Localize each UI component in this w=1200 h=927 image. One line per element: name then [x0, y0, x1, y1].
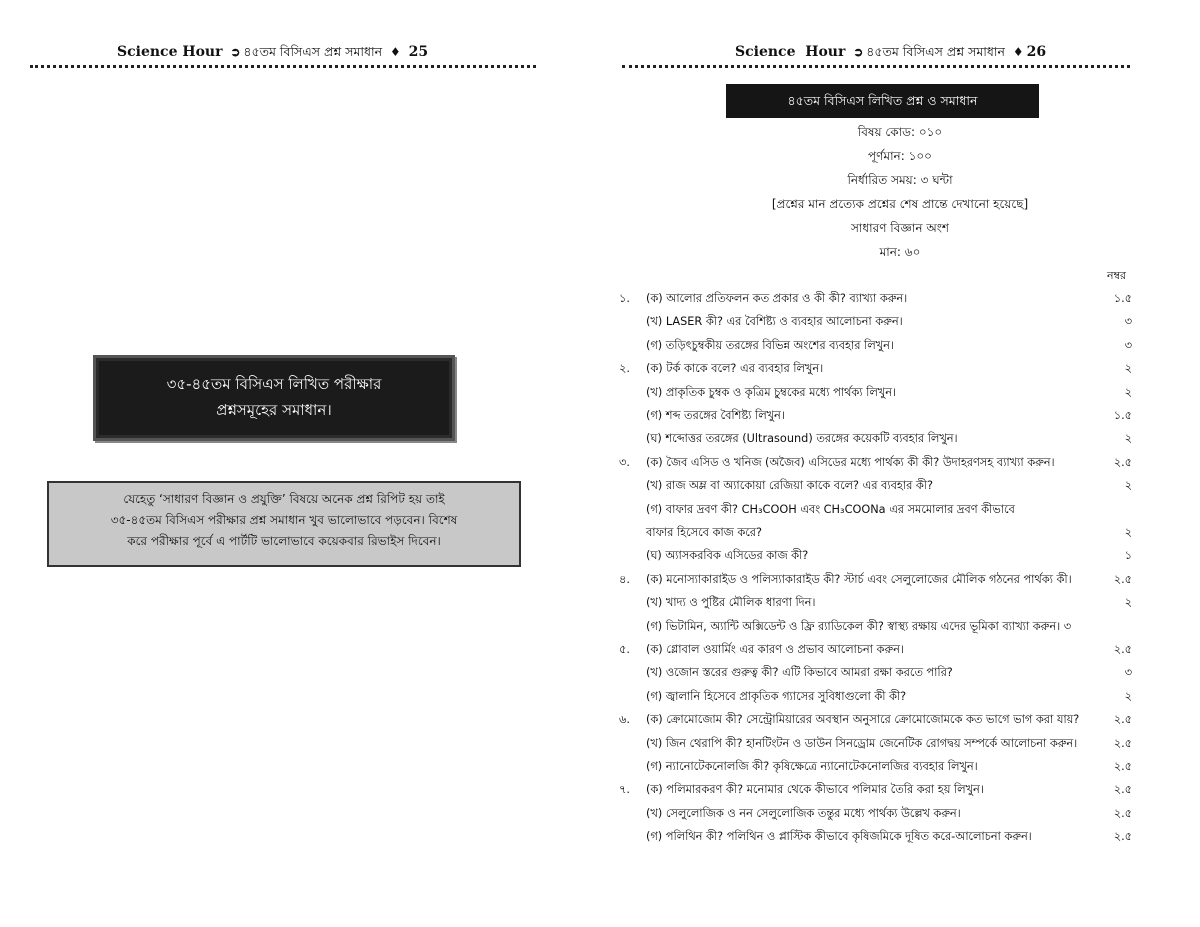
question-mark: ২.৫ [1113, 643, 1132, 656]
question-row [600, 735, 1200, 758]
question-text: (ক) ক্রোমোজোম কী? সেন্ট্রোমিয়ারের অবস্থান অনুসারে ক্রোমোজোমকে কত ভাগে ভাগ করা যায়? [646, 713, 1080, 727]
exam-title: ৪৫তম বিসিএস লিখিত প্রশ্ন ও সমাধান [726, 84, 1039, 118]
question-mark: ২ [1124, 596, 1132, 610]
question-number: ৬. [619, 713, 630, 727]
marks-instruction: [প্রশ্নের মান প্রত্যেক প্রশ্নের শেষ প্রান্তে দেখানো হয়েছে] [771, 197, 1029, 211]
question-text: (ক) গ্লোবাল ওয়ার্মিং এর কারণ ও প্রভাব আলোচনা করুন। [646, 643, 904, 656]
header-divider [622, 65, 1130, 68]
question-mark: ২ [1124, 689, 1132, 703]
diamond-icon: ♦ [1012, 45, 1024, 59]
subject-code: বিষয় কোড: ০১০ [857, 125, 943, 139]
question-row [600, 337, 1200, 360]
question-row [600, 571, 1200, 594]
question-text: (খ) রাজ অম্ল বা অ্যাকোয়া রেজিয়া কাকে বলে? এর ব্যবহার কী? [646, 479, 934, 493]
question-text: (গ) শব্দ তরঙ্গের বৈশিষ্ট্য লিখুন। [646, 409, 785, 422]
question-text: (ঘ) শব্দোত্তর তরঙ্গের (Ultrasound) তরঙ্গের কয়েকটি ব্যবহার লিখুন। [646, 432, 958, 446]
question-mark: ৩ [1124, 666, 1132, 680]
question-text: (ক) আলোর প্রতিফলন কত প্রকার ও কী কী? ব্যাখ্যা করুন। [646, 292, 908, 305]
header-subtitle: ৪৫তম বিসিএস প্রশ্ন সমাধান [243, 44, 383, 59]
question-mark: ২ [1124, 362, 1132, 376]
question-mark: ২ [1124, 432, 1132, 446]
question-mark: ১ [1124, 549, 1132, 563]
question-mark: ১.৫ [1113, 409, 1132, 422]
question-number: ৩. [619, 455, 630, 469]
question-row [600, 828, 1200, 851]
header-subtitle: ৪৫তম বিসিএস প্রশ্ন সমাধান [866, 44, 1005, 59]
question-row [600, 594, 1200, 617]
question-text: (গ) ভিটামিন, অ্যান্টি অক্সিডেন্ট ও ফ্রি র‌্যাডিকেল কী? স্বাস্থ্য রক্ষায় এদের ভূমিকা ব্যাখ্যা করুন। ৩ [646, 619, 1072, 633]
question-text: (খ) জিন থেরাপি কী? হানটিংটন ও ডাউন সিনড্রোম জেনেটিক রোগদ্বয় সম্পর্কে আলোচনা করুন। [646, 736, 1078, 750]
question-text: বাফার হিসেবে কাজ করে? [646, 526, 763, 539]
banner-line-1: ৩৫-৪৫তম বিসিএস লিখিত পরীক্ষার [166, 375, 382, 393]
question-number: ৭. [619, 783, 630, 797]
question-text: (ক) টর্ক কাকে বলে? এর ব্যবহার লিখুন। [646, 362, 824, 376]
question-mark: ৩ [1124, 315, 1132, 329]
question-mark: ২.৫ [1113, 783, 1132, 797]
question-text: (ক) জৈব এসিড ও খনিজ (অজৈব) এসিডের মধ্যে পার্থক্য কী কী? উদাহরণসহ ব্যাখ্যা করুন। [646, 455, 1055, 469]
question-row [600, 547, 1200, 570]
diamond-icon: ♦ [390, 45, 401, 59]
question-mark: ১.৫ [1113, 292, 1132, 305]
question-mark: ৩ [1124, 338, 1132, 352]
question-row [600, 313, 1200, 336]
header-title: Science Hour [735, 44, 846, 60]
question-row [600, 501, 1200, 524]
revision-note [47, 481, 521, 567]
right-page [600, 0, 1200, 927]
question-text: (খ) প্রাকৃতিক চুম্বক ও কৃত্রিম চুম্বকের মধ্যে পার্থক্য লিখুন। [646, 385, 896, 399]
page-number: 25 [408, 44, 429, 60]
header-title: Science Hour [117, 44, 223, 60]
question-text: (খ) খাদ্য ও পুষ্টির মৌলিক ধারণা দিন। [646, 596, 816, 610]
time-allowed: নির্ধারিত সময়: ৩ ঘন্টা [847, 173, 953, 187]
question-row [600, 384, 1200, 407]
question-mark: ২.৫ [1113, 760, 1132, 773]
question-text: (খ) LASER কী? এর বৈশিষ্ট্য ও ব্যবহার আলোচনা করুন। [646, 315, 903, 329]
question-mark: ২.৫ [1113, 830, 1132, 844]
question-text: (ক) পলিমারকরণ কী? মনোমার থেকে কীভাবে পলিমার তৈরি করা হয় লিখুন। [646, 783, 984, 797]
question-mark: ২.৫ [1113, 736, 1132, 750]
question-row [600, 360, 1200, 383]
question-row [600, 454, 1200, 477]
question-row [600, 407, 1200, 430]
question-row [600, 664, 1200, 687]
arrow-icon: ➲ [230, 45, 241, 59]
question-text: (গ) জ্বালানি হিসেবে প্রাকৃতিক গ্যাসের সুবিধাগুলো কী কী? [646, 689, 907, 703]
banner-line-2: প্রশ্নসমূহের সমাধান। [216, 401, 332, 419]
question-mark: ২ [1124, 526, 1132, 539]
page-header [735, 44, 1046, 64]
marks-column-heading: নম্বর [1107, 269, 1127, 282]
page-number: 26 [1026, 44, 1047, 60]
question-mark: ২ [1124, 479, 1132, 493]
question-text: (গ) পলিথিন কী? পলিথিন ও প্লাস্টিক কীভাবে কৃষিজমিকে দূষিত করে-আলোচনা করুন। [646, 830, 1032, 844]
question-text: (গ) ন্যানোটেকনোলজি কী? কৃষিক্ষেত্রে ন্যানোটেকনোলজির ব্যবহার লিখুন। [646, 760, 978, 773]
section-marks: মান: ৬০ [879, 245, 921, 259]
full-marks: পূর্ণমান: ১০০ [868, 149, 932, 163]
question-text: (ঘ) অ্যাসকরবিক এসিডের কাজ কী? [646, 549, 809, 563]
question-mark: ২ [1124, 385, 1132, 399]
question-mark: ২.৫ [1113, 713, 1132, 727]
question-row [600, 524, 1200, 547]
question-number: ১. [619, 292, 630, 305]
section-name: সাধারণ বিজ্ঞান অংশ [851, 221, 949, 235]
section-banner [93, 355, 455, 441]
question-row [600, 290, 1200, 313]
question-number: ৪. [619, 572, 630, 586]
note-line-3: করে পরীক্ষার পূর্বে এ পার্টটি ভালোভাবে কয়েকবার রিভাইস দিবেন। [127, 534, 441, 548]
question-row [600, 641, 1200, 664]
question-mark: ২.৫ [1113, 572, 1132, 586]
question-text: (গ) বাফার দ্রবণ কী? CH₃COOH এবং CH₃COONa এর সমমোলার দ্রবণ কীভাবে [646, 502, 1015, 516]
question-row [600, 477, 1200, 500]
question-number: ৫. [619, 643, 630, 656]
question-text: (গ) তড়িৎচুম্বকীয় তরঙ্গের বিভিন্ন অংশের ব্যবহার লিখুন। [646, 338, 894, 352]
arrow-icon: ➲ [853, 45, 864, 59]
question-mark: ২.৫ [1113, 455, 1132, 469]
page-header [117, 44, 428, 64]
question-row [600, 618, 1200, 641]
question-row [600, 688, 1200, 711]
question-row [600, 711, 1200, 734]
question-text: (ক) মনোস্যাকারাইড ও পলিস্যাকারাইড কী? স্টার্চ এবং সেলুলোজের মৌলিক গঠনের পার্থক্য কী। [646, 572, 1072, 586]
question-number: ২. [619, 362, 630, 376]
note-line-2: ৩৫-৪৫তম বিসিএস পরীক্ষার প্রশ্ন সমাধান খুব ভালোভাবে পড়বেন। বিশেষ [110, 513, 458, 527]
question-text: (খ) ওজোন স্তরের গুরুত্ব কী? এটি কিভাবে আমরা রক্ষা করতে পারি? [646, 666, 953, 680]
question-mark: ২.৫ [1113, 806, 1132, 820]
question-row [600, 805, 1200, 828]
question-text: (খ) সেলুলোজিক ও নন সেলুলোজিক তন্তুর মধ্যে পার্থক্য উল্লেখ করুন। [646, 806, 961, 820]
question-row [600, 781, 1200, 804]
header-divider [30, 65, 536, 68]
question-row [600, 758, 1200, 781]
note-line-1: যেহেতু ‘সাধারণ বিজ্ঞান ও প্রযুক্তি’ বিষয়ে অনেক প্রশ্ন রিপিট হয় তাই [123, 492, 445, 506]
question-row [600, 430, 1200, 453]
